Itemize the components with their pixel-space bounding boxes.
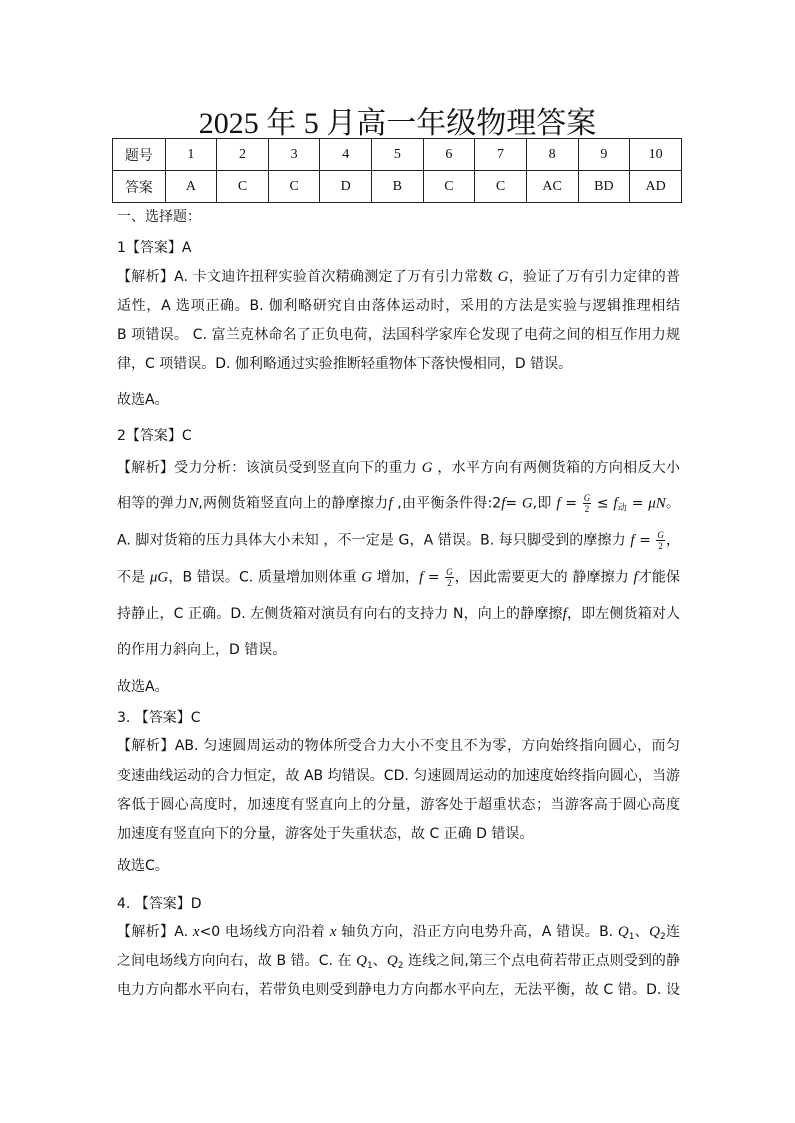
table-answer-row	[113, 171, 682, 203]
answer-cell: AD	[630, 171, 682, 203]
fraction	[583, 493, 592, 513]
math-symbol: Q	[617, 924, 629, 940]
text-segment: 、	[634, 924, 650, 940]
text-segment: 连线之间,第三个点电荷若带正点则受到的静	[403, 953, 680, 969]
answer-cell: C	[268, 171, 320, 203]
math-symbol: f	[556, 495, 561, 512]
fraction	[445, 567, 454, 587]
question-number-cell: 3	[268, 139, 320, 171]
text-segment: 加速度有竖直向下的分量，游客处于失重状态，故 C 正确 D 错误。	[117, 826, 534, 842]
fraction-denominator: 2	[447, 578, 452, 587]
math-symbol: Q	[356, 953, 367, 969]
answer-cell: AC	[526, 171, 578, 203]
text-segment: 律，C 项错误。D. 伽利略通过实验推断轻重物体下落快慢相同，D 错误。	[117, 356, 573, 372]
fraction-numerator: G	[446, 567, 453, 577]
explanation-line	[117, 296, 680, 316]
text-segment: ，	[665, 532, 680, 549]
question-number-cell: 6	[423, 139, 475, 171]
conclusion-line: 故选A。	[117, 679, 169, 695]
question-number-cell: 10	[630, 139, 682, 171]
math-symbol: N	[188, 495, 199, 512]
text-segment: 【解析】AB. 匀速圆周运动的物体所受合力大小不变且不为零，方向始终指向圆心，而匀	[117, 738, 680, 754]
math-symbol: f	[630, 532, 635, 549]
text-segment: ≤	[592, 495, 614, 512]
explanation-line	[117, 640, 680, 660]
answer-cell: BD	[578, 171, 630, 203]
answer-cell: A	[165, 171, 217, 203]
fraction-denominator: 2	[584, 504, 590, 513]
text-segment: 电力方向都水平向右，若带负电则受到静电力方向都水平向左，无法平衡，故 C 错。D. 设	[117, 982, 680, 998]
explanation-line	[117, 325, 680, 345]
question-number-cell: 7	[475, 139, 527, 171]
answer-line: 4. 【答案】D	[117, 896, 202, 912]
text-segment: 适性，A 选项正确。B. 伽利略研究自由落体运动时，采用的方法是实验与逻辑推理相结	[117, 298, 680, 314]
text-segment: =	[627, 495, 649, 512]
section-heading: 一、选择题：	[117, 209, 201, 225]
explanation-line	[117, 493, 680, 513]
explanation-line	[117, 951, 680, 971]
math-symbol: f	[633, 569, 638, 586]
table-header-row	[113, 139, 682, 171]
conclusion-line: 故选C。	[117, 858, 169, 874]
text-segment: 【解析】A.	[117, 924, 193, 940]
text-segment: 连	[665, 924, 680, 940]
text-segment: 的作用力斜向上，D 错误。	[117, 642, 287, 658]
conclusion-line: 故选A。	[117, 392, 169, 408]
explanation-line	[117, 604, 680, 624]
math-symbol: Q	[386, 953, 398, 969]
text-segment: ，即左侧货箱对人	[566, 606, 680, 622]
answer-table	[112, 138, 682, 203]
explanation-line	[117, 922, 680, 942]
text-segment: =	[423, 569, 445, 586]
text-segment: 【解析】A. 卡文迪许扭秤实验首次精确测定了万有引力常数	[117, 269, 498, 285]
text-segment: ,由平衡条件得:2	[392, 495, 502, 512]
text-segment: 增加，	[372, 569, 420, 586]
explanation-line	[117, 795, 680, 815]
math-subscript: 2	[659, 932, 666, 942]
explanation-line	[117, 766, 680, 786]
math-subscript: 1	[628, 932, 635, 942]
text-segment: 【解析】受力分析：该演员受到竖直向下的重力	[117, 460, 422, 476]
fraction	[656, 530, 665, 550]
answer-cell: C	[217, 171, 269, 203]
question-number-cell: 4	[320, 139, 372, 171]
text-segment: 轴负方向，沿正方向电势升高，A 错误。B.	[336, 924, 618, 940]
math-symbol: f	[562, 606, 567, 622]
text-segment: ，水平方向有两侧货箱的方向相反大小	[432, 460, 680, 476]
question-number-cell: 5	[372, 139, 424, 171]
explanation-line	[117, 267, 680, 287]
text-segment: B 项错误。 C. 富兰克林命名了正负电荷，法国科学家库仑发现了电荷之间的相互作用力规	[117, 327, 680, 343]
math-subscript: 1	[366, 961, 373, 971]
math-subscript: 动	[617, 503, 628, 513]
text-segment: 相等的弹力	[117, 495, 189, 512]
question-number-cell: 1	[165, 139, 217, 171]
math-symbol: G	[361, 569, 373, 586]
question-number-cell: 9	[578, 139, 630, 171]
math-symbol: f	[419, 569, 424, 586]
text-segment: 不是	[117, 569, 150, 586]
answer-line: 3. 【答案】C	[117, 710, 201, 726]
math-symbol: G	[521, 495, 533, 512]
text-segment: 之间电场线方向向右，故 B 错。C. 在	[117, 953, 357, 969]
text-segment: =	[505, 495, 522, 512]
math-symbol: μG	[149, 569, 169, 586]
text-segment: ,两侧货箱竖直向上的静摩擦力	[198, 495, 389, 512]
text-segment: 客低于圆心高度时，加速度有竖直向上的分量，游客处于超重状态；当游客高于圆心高度	[117, 797, 680, 813]
question-number-cell: 2	[217, 139, 269, 171]
math-symbol: Q	[649, 924, 660, 940]
text-segment: ，B 错误。C. 质量增加则体重	[168, 569, 362, 586]
answer-line: 1【答案】A	[117, 240, 192, 256]
math-symbol: f	[613, 495, 618, 512]
answer-cell: C	[475, 171, 527, 203]
explanation-line	[117, 824, 680, 844]
text-segment: ,即	[532, 495, 557, 512]
fraction-numerator: G	[583, 493, 591, 503]
answer-label: 答案	[113, 171, 166, 203]
explanation-line	[117, 530, 680, 550]
text-segment: =	[634, 532, 656, 549]
math-symbol: f	[388, 495, 393, 512]
explanation-line	[117, 458, 680, 478]
answer-cell: D	[320, 171, 372, 203]
text-segment: <0 电场线方向沿着	[199, 924, 330, 940]
text-segment: =	[560, 495, 582, 512]
text-segment: 。	[665, 495, 680, 512]
fraction-denominator: 2	[658, 541, 663, 550]
answer-line: 2【答案】C	[117, 428, 192, 444]
text-segment: 才能保	[637, 569, 680, 586]
explanation-line	[117, 567, 680, 587]
explanation-line	[117, 736, 680, 756]
math-symbol: x	[329, 924, 337, 940]
header-label: 题号	[113, 139, 166, 171]
text-segment: ，验证了万有引力定律的普	[508, 269, 680, 285]
math-symbol: G	[421, 460, 433, 476]
text-segment: 、	[372, 953, 387, 969]
text-segment: ，因此需要更大的 静摩擦力	[454, 569, 634, 586]
explanation-line	[117, 980, 680, 1000]
question-number-cell: 8	[526, 139, 578, 171]
math-symbol: f	[501, 495, 506, 512]
math-symbol: μN	[648, 495, 666, 512]
fraction-numerator: G	[657, 530, 664, 540]
explanation-line	[117, 354, 680, 374]
text-segment: A. 脚对货箱的压力具体大小未知 ，不一定是 G，A 错误。B. 每只脚受到的摩擦力	[117, 532, 631, 549]
math-subscript: 2	[397, 961, 404, 971]
answer-cell: B	[372, 171, 424, 203]
text-segment: 变速曲线运动的合力恒定，故 AB 均错误。CD. 匀速圆周运动的加速度始终指向圆心，当游	[117, 768, 680, 784]
page-title: 2025 年 5 月高一年级物理答案	[198, 107, 597, 140]
text-segment: 持静止，C 正确。D. 左侧货箱对演员有向右的支持力 N，向上的静摩擦	[117, 606, 563, 622]
math-symbol: G	[497, 269, 509, 285]
math-symbol: x	[192, 924, 200, 940]
answer-cell: C	[423, 171, 475, 203]
